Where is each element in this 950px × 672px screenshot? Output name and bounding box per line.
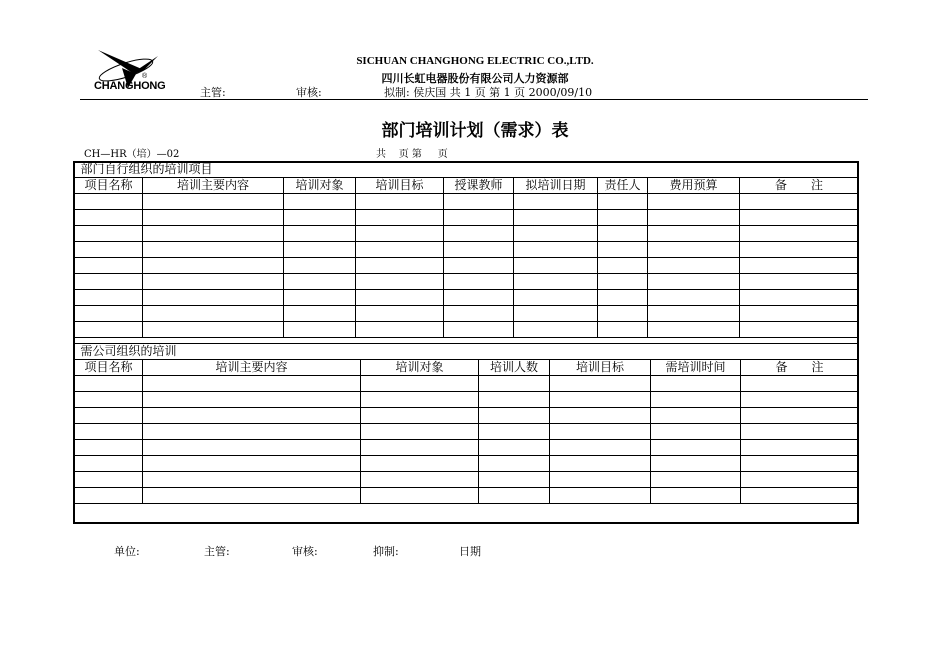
table-cell[interactable] — [651, 424, 741, 440]
table-cell[interactable] — [740, 242, 859, 258]
table-cell[interactable] — [356, 290, 444, 306]
table-cell[interactable] — [648, 306, 740, 322]
column-header: 培训目标 — [356, 178, 444, 194]
table-cell[interactable] — [284, 194, 356, 210]
header-review-label: 审核: — [296, 86, 322, 99]
table-cell[interactable] — [651, 408, 741, 424]
table-cell[interactable] — [598, 258, 648, 274]
table-cell[interactable] — [361, 488, 479, 504]
table-cell[interactable] — [444, 258, 514, 274]
footer-supervisor-label: 主管: — [204, 545, 230, 558]
company-training-table — [74, 343, 859, 504]
table-cell[interactable] — [514, 226, 598, 242]
table-cell[interactable] — [550, 440, 651, 456]
table-cell[interactable] — [741, 440, 859, 456]
column-header: 培训主要内容 — [143, 360, 361, 376]
table-cell[interactable] — [75, 258, 143, 274]
table-cell[interactable] — [75, 424, 143, 440]
table-row — [75, 424, 859, 440]
page-info: 共 页 第 页 — [376, 149, 448, 160]
column-header: 培训主要内容 — [143, 178, 284, 194]
table-cell[interactable] — [75, 194, 143, 210]
header-divider — [80, 99, 868, 100]
table-cell[interactable] — [550, 456, 651, 472]
header-drafter-info: 拟制: 侯庆国 共 1 页 第 1 页 2000/09/10 — [384, 86, 593, 99]
table-cell[interactable] — [651, 392, 741, 408]
footer-unit-label: 单位: — [114, 545, 140, 558]
table-row — [75, 440, 859, 456]
table-cell[interactable] — [514, 258, 598, 274]
table-cell[interactable] — [741, 488, 859, 504]
table-cell[interactable] — [356, 210, 444, 226]
table-cell[interactable] — [356, 194, 444, 210]
table-cell[interactable] — [75, 440, 143, 456]
table-cell[interactable] — [598, 322, 648, 338]
table-cell[interactable] — [284, 242, 356, 258]
section1-heading: 部门自行组织的培训项目 — [75, 162, 859, 178]
table-cell[interactable] — [651, 488, 741, 504]
table-cell[interactable] — [740, 322, 859, 338]
table-cell[interactable] — [740, 290, 859, 306]
table-cell[interactable] — [356, 242, 444, 258]
column-header: 备 注 — [740, 178, 859, 194]
table-cell[interactable] — [741, 424, 859, 440]
table-cell[interactable] — [651, 440, 741, 456]
footer-drafter-label: 抑制: — [373, 545, 399, 558]
table-cell[interactable] — [356, 322, 444, 338]
table-cell[interactable] — [75, 472, 143, 488]
table-cell[interactable] — [143, 226, 284, 242]
table-cell[interactable] — [143, 322, 284, 338]
table-cell[interactable] — [479, 392, 550, 408]
company-name-en: SICHUAN CHANGHONG ELECTRIC CO.,LTD. — [356, 55, 594, 67]
table-row — [75, 306, 859, 322]
table-cell[interactable] — [75, 322, 143, 338]
table-cell[interactable] — [444, 306, 514, 322]
table-cell[interactable] — [356, 274, 444, 290]
logo-text: CHANGHONG — [94, 80, 166, 92]
table-cell[interactable] — [479, 424, 550, 440]
section2-heading: 需公司组织的培训 — [75, 344, 859, 360]
table-cell[interactable] — [598, 242, 648, 258]
table-cell[interactable] — [648, 194, 740, 210]
table-cell[interactable] — [741, 472, 859, 488]
table-cell[interactable] — [740, 194, 859, 210]
table-cell[interactable] — [284, 290, 356, 306]
table-cell[interactable] — [75, 290, 143, 306]
document-code: CH—HR（培）—02 — [84, 149, 180, 160]
table-cell[interactable] — [740, 306, 859, 322]
table-cell[interactable] — [361, 456, 479, 472]
company-name-cn: 四川长虹电器股份有限公司人力资源部 — [381, 72, 569, 85]
table-cell[interactable] — [648, 258, 740, 274]
table-cell[interactable] — [284, 226, 356, 242]
table-cell[interactable] — [284, 306, 356, 322]
column-header: 备 注 — [741, 360, 859, 376]
table-cell[interactable] — [143, 258, 284, 274]
table-cell[interactable] — [550, 472, 651, 488]
table-row — [75, 488, 859, 504]
table-cell[interactable] — [361, 472, 479, 488]
column-header: 培训对象 — [284, 178, 356, 194]
table-cell[interactable] — [648, 322, 740, 338]
table-header-row — [75, 178, 859, 194]
table-cell[interactable] — [143, 392, 361, 408]
table-cell[interactable] — [479, 456, 550, 472]
table-cell[interactable] — [75, 376, 143, 392]
table-cell[interactable] — [75, 274, 143, 290]
table-cell[interactable] — [143, 274, 284, 290]
table-cell[interactable] — [598, 210, 648, 226]
table-cell[interactable] — [75, 226, 143, 242]
table-row — [75, 274, 859, 290]
table-cell[interactable] — [284, 210, 356, 226]
table-cell[interactable] — [598, 306, 648, 322]
table-cell[interactable] — [75, 456, 143, 472]
table-cell[interactable] — [479, 440, 550, 456]
table-cell[interactable] — [143, 210, 284, 226]
table-cell[interactable] — [143, 424, 361, 440]
header-supervisor-label: 主管: — [200, 86, 226, 99]
table-cell[interactable] — [75, 306, 143, 322]
column-header: 责任人 — [598, 178, 648, 194]
table-row — [75, 242, 859, 258]
table-cell[interactable] — [514, 306, 598, 322]
table-cell[interactable] — [598, 290, 648, 306]
table-row — [75, 376, 859, 392]
table-cell[interactable] — [550, 488, 651, 504]
column-header: 项目名称 — [75, 178, 143, 194]
table-row — [75, 472, 859, 488]
table-cell[interactable] — [75, 488, 143, 504]
table-cell[interactable] — [361, 408, 479, 424]
table-cell[interactable] — [444, 322, 514, 338]
table-cell[interactable] — [514, 210, 598, 226]
footer-review-label: 审核: — [292, 545, 318, 558]
column-header: 培训人数 — [479, 360, 550, 376]
column-header: 授课教师 — [444, 178, 514, 194]
table-cell[interactable] — [143, 440, 361, 456]
table-row — [75, 322, 859, 338]
table-row — [75, 408, 859, 424]
table-cell[interactable] — [143, 290, 284, 306]
table-cell[interactable] — [75, 392, 143, 408]
table-cell[interactable] — [514, 194, 598, 210]
column-header: 项目名称 — [75, 360, 143, 376]
svg-text:®: ® — [142, 73, 148, 80]
table-cell[interactable] — [740, 274, 859, 290]
column-header: 培训对象 — [361, 360, 479, 376]
table-cell[interactable] — [648, 242, 740, 258]
column-header: 需培训时间 — [651, 360, 741, 376]
table-cell[interactable] — [648, 274, 740, 290]
table-cell[interactable] — [514, 242, 598, 258]
table-cell[interactable] — [550, 424, 651, 440]
table-cell[interactable] — [143, 376, 361, 392]
table-row — [75, 456, 859, 472]
table-cell[interactable] — [479, 488, 550, 504]
department-training-table — [74, 162, 859, 338]
table-cell[interactable] — [740, 226, 859, 242]
table-row — [75, 194, 859, 210]
table-cell[interactable] — [550, 408, 651, 424]
table-cell[interactable] — [444, 210, 514, 226]
table-row — [75, 392, 859, 408]
table-cell[interactable] — [648, 290, 740, 306]
table-cell[interactable] — [514, 274, 598, 290]
table-cell[interactable] — [598, 194, 648, 210]
page-title: 部门培训计划（需求）表 — [381, 121, 569, 141]
table-cell[interactable] — [741, 392, 859, 408]
table-cell[interactable] — [75, 210, 143, 226]
table-cell[interactable] — [479, 408, 550, 424]
table-cell[interactable] — [143, 472, 361, 488]
footer-date-label: 日期 — [459, 545, 481, 558]
table-cell[interactable] — [550, 376, 651, 392]
table-cell[interactable] — [75, 408, 143, 424]
table-cell[interactable] — [741, 456, 859, 472]
table-cell[interactable] — [741, 408, 859, 424]
table-cell[interactable] — [361, 376, 479, 392]
table-cell[interactable] — [598, 226, 648, 242]
table-cell[interactable] — [444, 274, 514, 290]
table-row — [75, 226, 859, 242]
table-cell[interactable] — [143, 194, 284, 210]
table-cell[interactable] — [361, 392, 479, 408]
table-cell[interactable] — [143, 306, 284, 322]
table-cell[interactable] — [444, 242, 514, 258]
table-cell[interactable] — [651, 472, 741, 488]
table-cell[interactable] — [75, 242, 143, 258]
table-cell[interactable] — [741, 376, 859, 392]
table-cell[interactable] — [284, 258, 356, 274]
table-row — [75, 210, 859, 226]
table-cell[interactable] — [143, 488, 361, 504]
table-cell[interactable] — [356, 306, 444, 322]
column-header: 费用预算 — [648, 178, 740, 194]
table-cell[interactable] — [361, 440, 479, 456]
table-cell[interactable] — [444, 290, 514, 306]
table-cell[interactable] — [143, 408, 361, 424]
table-cell[interactable] — [648, 226, 740, 242]
table-cell[interactable] — [598, 274, 648, 290]
table-cell[interactable] — [356, 258, 444, 274]
table-cell[interactable] — [651, 456, 741, 472]
table-header-row — [75, 360, 859, 376]
table-row — [75, 290, 859, 306]
column-header: 培训目标 — [550, 360, 651, 376]
table-cell[interactable] — [514, 322, 598, 338]
table-cell[interactable] — [284, 322, 356, 338]
table-cell[interactable] — [648, 210, 740, 226]
column-header: 拟培训日期 — [514, 178, 598, 194]
table-cell[interactable] — [514, 290, 598, 306]
table-cell[interactable] — [479, 376, 550, 392]
table-cell[interactable] — [740, 258, 859, 274]
table-cell[interactable] — [284, 274, 356, 290]
table-cell[interactable] — [444, 226, 514, 242]
table-row — [75, 258, 859, 274]
table-cell[interactable] — [479, 472, 550, 488]
table-cell[interactable] — [361, 424, 479, 440]
table-cell[interactable] — [740, 210, 859, 226]
table-cell[interactable] — [444, 194, 514, 210]
table-cell[interactable] — [356, 226, 444, 242]
table-cell[interactable] — [143, 456, 361, 472]
table-cell[interactable] — [550, 392, 651, 408]
table-cell[interactable] — [651, 376, 741, 392]
table-cell[interactable] — [143, 242, 284, 258]
